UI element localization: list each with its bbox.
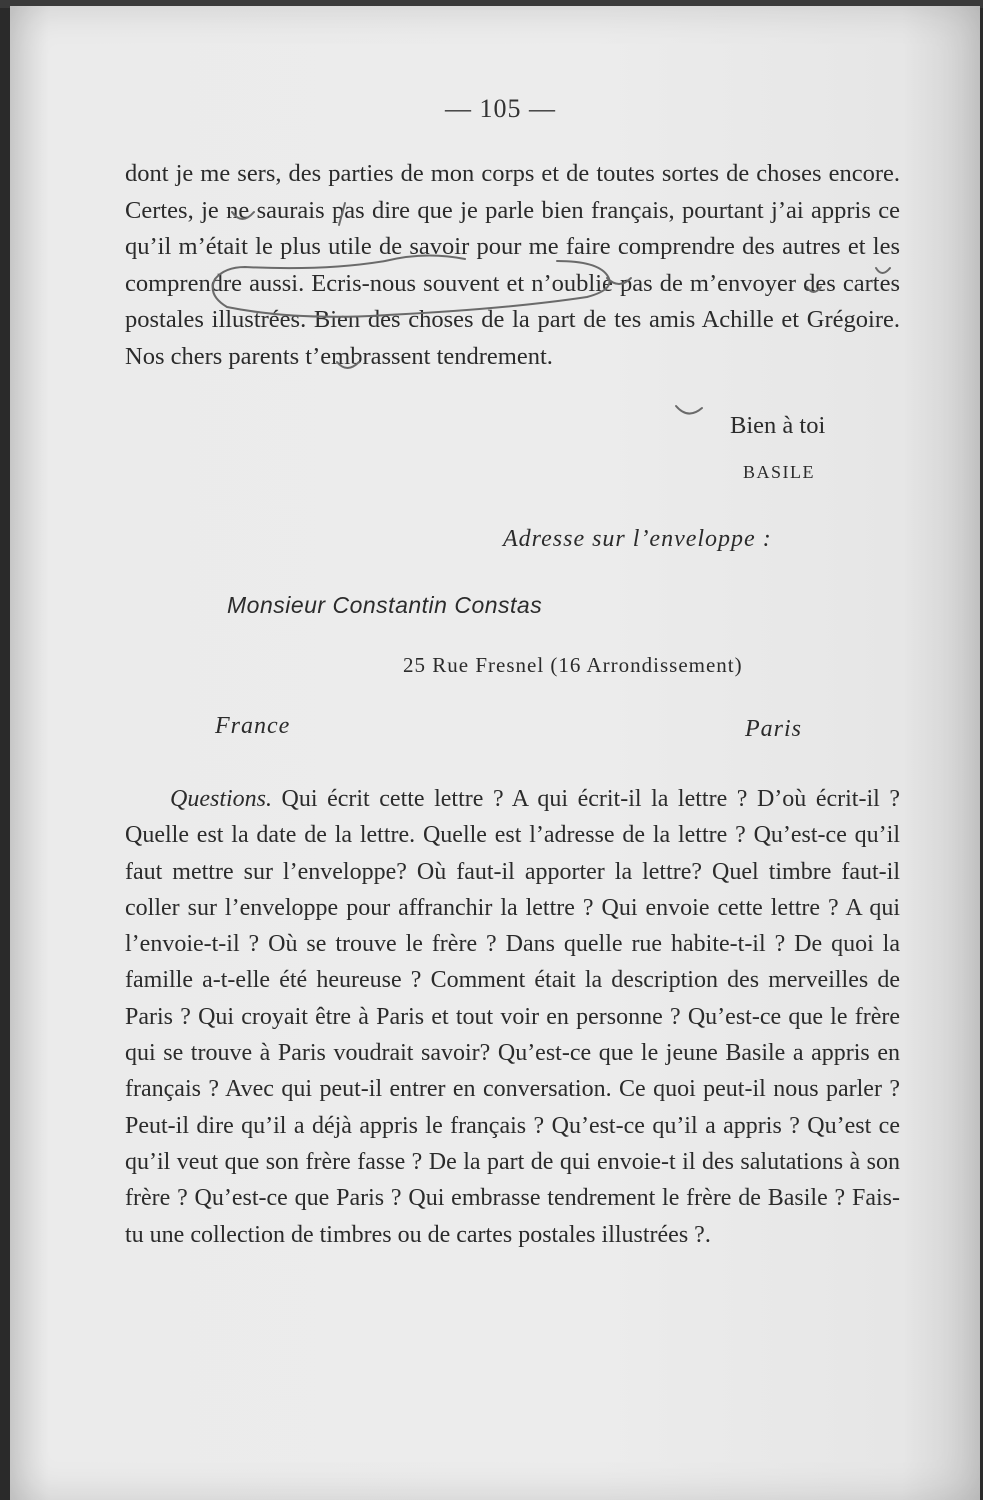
letter-signoff: Bien à toi [730,412,826,439]
envelope-heading: Adresse sur l’enveloppe : [503,526,772,552]
envelope-recipient: Monsieur Constantin Constas [227,592,543,618]
envelope-city: Paris [745,716,803,742]
letter-body: dont je me sers, des parties de mon corps et de toutes sortes de choses encore. Certes, je ne saurais pas dire que je parle bien français, pourtant j’ai appris ce qu’il m’était le plus utile de savoir pour me faire comprendre des autres et les comprendre aussi. Ecris-nous souvent et n’oublie pas de m’envoyer des cartes postales illustrées. Bien des choses de la part de tes amis Achille et Grégoire. Nos chers parents t’embrassent tendrement. [125,160,900,370]
questions-label: Questions. [170,786,272,812]
book-page [10,6,980,1500]
envelope-street: 25 Rue Fresnel (16 Arrondissement) [403,653,743,677]
questions-text: Qui écrit cette lettre ? A qui écrit-il la lettre ? D’où écrit-il ? Quelle est la date de la lettre. Quelle est l’adresse de la lettre ? Qu’est-ce qu’il faut mettre sur l’enveloppe? Où faut-il apporter la lettre? Quel timbre faut-il coller sur l’enveloppe pour affranchir la lettre ? Qui envoie cette lettre ? A qui l’envoie-t-il ? Où se trouve le frère ? Dans quelle rue habite-t-il ? De quoi la famille a-t-elle été heureuse ? Comment était la description des merveilles de Paris ? Qui croyait être à Paris et tout voir en personne ? Qu’est-ce que le frère qui se trouve à Paris voudrait savoir? Qu’est-ce que le jeune Basile a appris en français ? Avec qui peut-il entrer en conversation. Ce quoi peut-il nous parler ? Peut-il dire qu’il a déjà appris le français ? Qu’est-ce qu’il a appris ? Qu’est ce qu’il veut que son frère fasse ? De la part de qui envoie-t il des salutations à son frère ? Qu’est-ce que Paris ? Qui embrasse tendrement le frère de Basile ? Fais-tu une collection de timbres ou de cartes postales illustrées ?. [125,786,900,1248]
letter-signature: BASILE [743,462,815,482]
envelope-country: France [215,713,291,739]
questions-paragraph [125,781,900,1253]
page-number: — 105 — [445,94,556,123]
